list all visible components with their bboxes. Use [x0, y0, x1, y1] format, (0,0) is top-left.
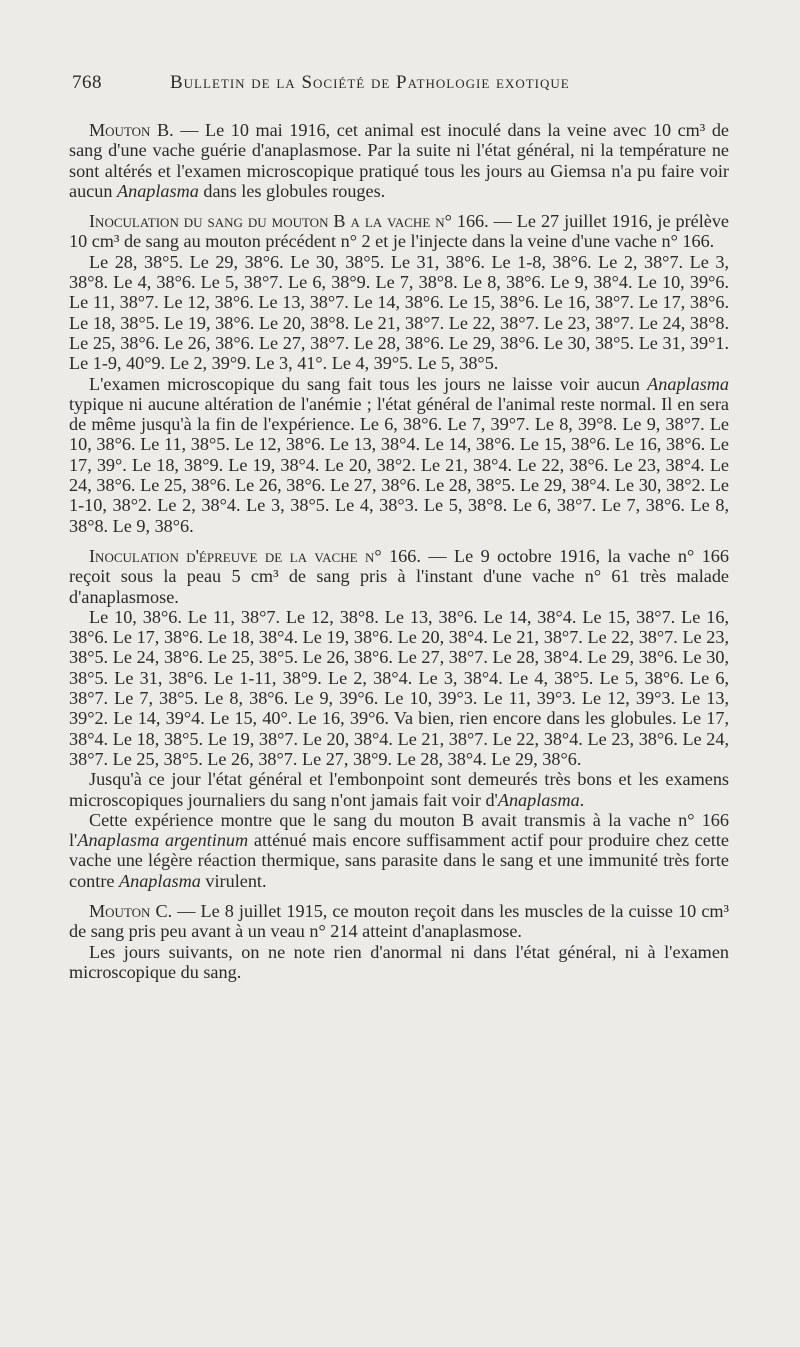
paragraph-inoculation-epreuve [69, 546, 729, 607]
paragraph-text: Jusqu'à ce jour l'état général et l'embonpoint sont demeurés très bons et les examens microscopiques journaliers du sang n'ont jamais fait voir d' [69, 769, 729, 810]
paragraph-text: — Le 8 juillet 1915, ce mouton reçoit dans les muscles de la cuisse 10 cm³ de sang pris peu avant à un veau n° 214 atteint d'anaplasmose. [69, 900, 729, 942]
article-body [69, 120, 729, 982]
journal-title: Bulletin de la Société de Pathologie exotique [170, 72, 570, 93]
italic-term: Anaplasma [497, 789, 580, 810]
italic-term: Anaplasma [647, 373, 729, 394]
italic-term: Anaplasma [119, 870, 201, 891]
section-lead: Inoculation du sang du mouton B a la vache n° 166. [89, 211, 489, 232]
paragraph-inoculation-vache-166 [69, 211, 729, 252]
paragraph-text: — Le 27 juillet 1916, je prélève 10 cm³ de sang au mouton précédent n° 2 et je l'injecte dans la veine d'une vache n° 166. [69, 211, 729, 252]
paragraph-text: — Le 10 mai 1916, cet animal est inoculé dans la veine avec 10 cm³ de sang d'une vache guérie d'anaplasmose. Par la suite ni l'état général, ni la température ne sont altérés et l'examen microscopique pratiqué tous les jours au Giemsa n'a pu faire voir aucun [69, 120, 729, 201]
paragraph-text: . [579, 789, 585, 810]
paragraph-examen-microscopique [69, 374, 729, 536]
italic-term: Anaplasma [116, 180, 199, 201]
paragraph-text: atténué mais encore suffisamment actif pour produire chez cette vache une légère réaction thermique, sans parasite dans le sang et une immunité très forte contre [69, 830, 730, 891]
paragraph-text: Cette expérience montre que le sang du mouton B avait transmis à la vache n° 166 l' [69, 809, 729, 851]
paragraph-text: virulent. [200, 870, 267, 891]
paragraph-jours-suivants [69, 942, 729, 983]
paragraph-text: L'examen microscopique du sang fait tous les jours ne laisse voir aucun [89, 373, 648, 394]
paragraph-mouton-b [69, 120, 729, 201]
page-number: 768 [72, 72, 102, 93]
section-lead: Mouton C. [89, 900, 173, 921]
paragraph-jusqu-a-ce-jour [69, 769, 729, 810]
paragraph-text: dans les globules rouges. [198, 180, 386, 201]
paragraph-text: Les jours suivants, on ne note rien d'anormal ni dans l'état général, ni à l'examen microscopique du sang. [69, 941, 729, 982]
paragraph-mouton-c [69, 901, 729, 942]
paragraph-conclusion [69, 810, 729, 891]
running-header [72, 72, 732, 94]
paragraph-temperatures-1 [69, 252, 729, 374]
paragraph-text: Le 28, 38°5. Le 29, 38°6. Le 30, 38°5. Le 31, 38°6. Le 1-8, 38°6. Le 2, 38°7. Le 3, 38°8. Le 4, 38°6. Le 5, 38°7. Le 6, 38°9. Le 7, 38°8. Le 8, 38°6. Le 9, 38°4. Le 10, 39°6. Le 11, 38°7. Le 12, 38°6. Le 13, 38°7. Le 14, 38°6. Le 15, 38°6. Le 16, 38°7. Le 17, 38°6. Le 18, 38°5. Le 19, 38°6. Le 20, 38°8. Le 21, 38°7. Le 22, 38°7. Le 23, 38°7. Le 24, 38°8. Le 25, 38°6. Le 26, 38°6. Le 27, 38°7. Le 28, 38°6. Le 29, 38°6. Le 30, 38°5. Le 31, 39°1. Le 1-9, 40°9. Le 2, 39°9. Le 3, 41°. Le 4, 39°5. Le 5, 38°5. [69, 251, 729, 374]
paragraph-text: Le 10, 38°6. Le 11, 38°7. Le 12, 38°8. Le 13, 38°6. Le 14, 38°4. Le 15, 38°7. Le 16, 38°6. Le 17, 38°6. Le 18, 38°4. Le 19, 38°6. Le 20, 38°4. Le 21, 38°7. Le 22, 38°7. Le 23, 38°5. Le 24, 38°6. Le 25, 38°5. Le 26, 38°6. Le 27, 38°7. Le 28, 38°4. Le 29, 38°6. Le 30, 38°5. Le 31, 38°6. Le 1-11, 38°9. Le 2, 38°4. Le 3, 38°4. Le 4, 38°5. Le 5, 38°6. Le 6, 38°7. Le 7, 38°5. Le 8, 38°6. Le 9, 39°6. Le 10, 39°3. Le 11, 39°3. Le 12, 39°3. Le 13, 39°2. Le 14, 39°4. Le 15, 40°. Le 16, 39°6. Va bien, rien encore dans les globules. Le 17, 38°4. Le 18, 38°5. Le 19, 38°7. Le 20, 38°4. Le 21, 38°7. Le 22, 38°4. Le 23, 38°6. Le 24, 38°7. Le 25, 38°5. Le 26, 38°7. Le 27, 38°9. Le 28, 38°4. Le 29, 38°6. [69, 606, 729, 769]
paragraph-temperatures-2 [69, 607, 729, 769]
section-lead: Inoculation d'épreuve de la vache n° 166. [89, 545, 421, 566]
italic-term: Anaplasma argentinum [77, 830, 249, 851]
paragraph-text: — Le 9 octobre 1916, la vache n° 166 reçoit sous la peau 5 cm³ de sang pris à l'instant d'une vache n° 61 très malade d'anaplasmose. [69, 545, 729, 607]
section-lead: Mouton B. [89, 120, 174, 140]
paragraph-text: typique ni aucune altération de l'anémie ; l'état général de l'animal reste normal. Il en sera de même jusqu'à la fin de l'expérience. Le 6, 38°6. Le 7, 39°7. Le 8, 39°8. Le 9, 38°7. Le 10, 38°6. Le 11, 38°5. Le 12, 38°6. Le 13, 38°4. Le 14, 38°6. Le 15, 38°6. Le 16, 38°6. Le 17, 39°. Le 18, 38°9. Le 19, 38°4. Le 20, 38°2. Le 21, 38°4. Le 22, 38°6. Le 23, 38°4. Le 24, 38°6. Le 25, 38°6. Le 26, 38°6. Le 27, 38°6. Le 28, 38°5. Le 29, 38°4. Le 30, 38°2. Le 1-10, 38°2. Le 2, 38°4. Le 3, 38°5. Le 4, 38°3. Le 5, 38°8. Le 6, 38°7. Le 7, 38°6. Le 8, 38°8. Le 9, 38°6. [69, 393, 729, 536]
